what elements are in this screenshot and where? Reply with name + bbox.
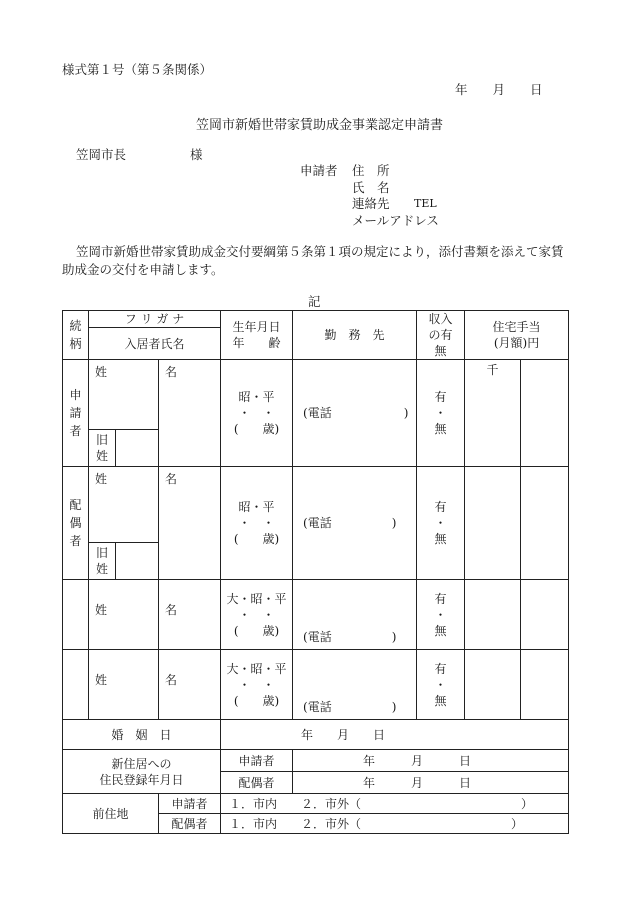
marriage-date-field[interactable]: 年 月 日 (221, 720, 569, 750)
row3-workplace[interactable]: (電話 ) (293, 580, 417, 650)
row4-allowance-units[interactable] (521, 650, 569, 720)
row2-mei[interactable]: 名 (159, 467, 221, 580)
row4-allowance-thousands[interactable] (465, 650, 521, 720)
registration-applicant-label: 申請者 (221, 750, 293, 772)
body-line-1: 笠岡市新婚世帯家賃助成金交付要綱第５条第１項の規定により，添付書類を添えて家賃 (76, 244, 564, 259)
row2-workplace[interactable]: (電話 ) (293, 467, 417, 580)
page-title: 笠岡市新婚世帯家賃助成金事業認定申請書 (196, 118, 444, 133)
previous-applicant-label: 申請者 (159, 794, 221, 814)
ki-label: 記 (308, 294, 321, 309)
applicant-address-label: 住 所 (352, 163, 390, 178)
registration-spouse-date[interactable]: 年 月 日 (293, 772, 569, 794)
header-workplace: 勤 務 先 (293, 311, 417, 360)
header-resident-name: 入居者氏名 (89, 328, 221, 360)
row4-mei[interactable]: 名 (159, 650, 221, 720)
previous-address-label: 前住地 (63, 794, 159, 834)
date-line: 年 月 日 (455, 82, 543, 97)
body-line-2: 助成金の交付を申請します。 (62, 262, 224, 277)
applicant-tel-label: TEL (414, 197, 437, 210)
row3-income[interactable]: 有 ・ 無 (417, 580, 465, 650)
row2-birthdate[interactable]: 昭・平 ・ ・ ( 歳) (221, 467, 293, 580)
previous-spouse-label: 配偶者 (159, 814, 221, 834)
row2-income[interactable]: 有 ・ 無 (417, 467, 465, 580)
applicant-email-label: メールアドレス (352, 213, 439, 228)
marriage-date-label: 婚 姻 日 (63, 720, 221, 750)
header-relation: 続 柄 (63, 311, 89, 360)
row3-allowance-thousands[interactable] (465, 580, 521, 650)
applicant-name-label: 氏 名 (352, 180, 390, 195)
header-income: 収入 の有 無 (417, 311, 465, 360)
registration-spouse-label: 配偶者 (221, 772, 293, 794)
row1-mei[interactable]: 名 (159, 360, 221, 467)
row4-birthdate[interactable]: 大・昭・平 ・ ・ ( 歳) (221, 650, 293, 720)
previous-applicant-field[interactable]: １．市内 ２．市外（ ） (221, 794, 569, 814)
row2-allowance-thousands[interactable] (465, 467, 521, 580)
row2-allowance-units[interactable] (521, 467, 569, 580)
row3-relation[interactable] (63, 580, 89, 650)
row2-sei[interactable]: 姓 (89, 467, 159, 543)
applicant-contact-label: 連絡先 (352, 196, 390, 211)
header-allowance: 住宅手当 (月額)円 (465, 311, 569, 360)
application-table (62, 310, 569, 834)
row1-birthdate[interactable]: 昭・平 ・ ・ ( 歳) (221, 360, 293, 467)
form-number: 様式第１号（第５条関係） (62, 62, 213, 77)
row3-mei[interactable]: 名 (159, 580, 221, 650)
row2-former-name[interactable] (89, 543, 159, 580)
row1-sei[interactable]: 姓 (89, 360, 159, 430)
previous-spouse-field[interactable]: １．市内 ２．市外（ ） (221, 814, 569, 834)
row3-sei[interactable]: 姓 (89, 580, 159, 650)
row2-former-label: 旧 姓 (89, 543, 116, 579)
row4-workplace[interactable]: (電話 ) (293, 650, 417, 720)
applicant-label: 申請者 (300, 163, 338, 178)
honorific: 様 (190, 147, 203, 162)
addressee: 笠岡市長 (76, 147, 127, 162)
registration-applicant-date[interactable]: 年 月 日 (293, 750, 569, 772)
row3-birthdate[interactable]: 大・昭・平 ・ ・ ( 歳) (221, 580, 293, 650)
header-furigana: フ リ ガ ナ (89, 311, 221, 328)
row1-income[interactable]: 有 ・ 無 (417, 360, 465, 467)
row1-allowance-units[interactable] (521, 360, 569, 467)
row1-former-label: 旧 姓 (89, 430, 116, 466)
header-birthdate: 生年月日 年 齢 (221, 311, 293, 360)
row4-income[interactable]: 有 ・ 無 (417, 650, 465, 720)
row2-relation: 配 偶 者 (63, 467, 89, 580)
row3-allowance-units[interactable] (521, 580, 569, 650)
row1-allowance-thousands[interactable]: 千 (465, 360, 521, 467)
row4-sei[interactable]: 姓 (89, 650, 159, 720)
row1-relation: 申 請 者 (63, 360, 89, 467)
row1-former-name[interactable] (89, 430, 159, 467)
row4-relation[interactable] (63, 650, 89, 720)
row1-workplace[interactable]: (電話 ) (293, 360, 417, 467)
registration-date-label: 新住居への 住民登録年月日 (63, 750, 221, 794)
